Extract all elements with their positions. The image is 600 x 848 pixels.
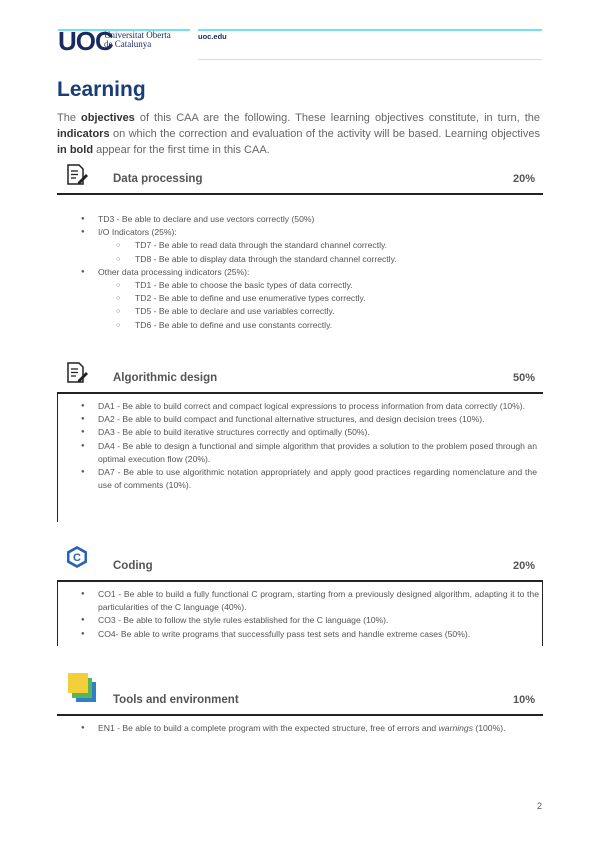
website-link[interactable]: uoc.edu xyxy=(198,32,227,41)
document-edit-icon xyxy=(66,164,88,191)
document-edit-icon xyxy=(66,362,88,389)
list-item-text: EN1 - Be able to build a complete program with the expected structure, free of errors and xyxy=(98,723,439,733)
section-side-border xyxy=(542,580,543,646)
list-item: ○ TD5 - Be able to declare and use variables correctly. xyxy=(57,305,543,318)
list-item: ○ TD1 - Be able to choose the basic types of data correctly. xyxy=(57,279,543,292)
section-rule xyxy=(57,714,543,716)
tools-environment-list xyxy=(57,722,539,735)
section-percent-tools-environment: 10% xyxy=(513,694,536,706)
list-item: ● CO3 - Be able to follow the style rules established for the C language (10%). xyxy=(57,614,539,627)
section-rule xyxy=(57,193,543,195)
section-percent-coding: 20% xyxy=(513,560,536,572)
list-item: ○ TD2 - Be able to define and use enumerative types correctly. xyxy=(57,292,543,305)
section-rule xyxy=(57,392,543,394)
section-title-algorithmic-design: Algorithmic design xyxy=(113,372,218,384)
section-rule xyxy=(57,580,543,582)
list-item: ● DA1 - Be able to build correct and compact logical expressions to process information from data correctly (10%). xyxy=(57,400,537,413)
list-item: ● CO4- Be able to write programs that successfully pass test sets and handle extreme cases (50%). xyxy=(57,628,539,641)
section-percent-data-processing: 20% xyxy=(513,173,536,185)
page-title: Learning xyxy=(57,78,146,101)
section-title-tools-environment: Tools and environment xyxy=(113,694,239,706)
intro-text: appear for the first time in this CAA. xyxy=(93,144,270,156)
header-rule-right xyxy=(198,29,542,31)
coding-list xyxy=(57,588,539,641)
list-item: ● DA7 - Be able to use algorithmic notation appropriately and apply good practices regarding nomenclature and the use of comments (10%). xyxy=(57,466,537,492)
header-rule-bottom xyxy=(198,59,542,60)
list-item: ○ TD8 - Be able to display data through the standard channel correctly. xyxy=(57,253,543,266)
intro-bold: indicators xyxy=(57,128,110,140)
list-item: ● Other data processing indicators (25%): xyxy=(57,266,543,279)
list-item-text: (100%). xyxy=(473,723,506,733)
list-item-italic: warnings xyxy=(438,723,473,733)
list-item: ● DA3 - Be able to build iterative structures correctly and optimally (50%). xyxy=(57,426,537,439)
uoc-logo: UOC xyxy=(58,26,113,56)
intro-text: The xyxy=(57,112,81,124)
intro-paragraph xyxy=(57,110,540,158)
university-name-line1: Universitat Oberta xyxy=(104,30,171,40)
university-name xyxy=(104,31,171,49)
page-number: 2 xyxy=(537,801,543,811)
list-item: ● TD3 - Be able to declare and use vectors correctly (50%) xyxy=(57,213,543,226)
svg-text:C: C xyxy=(73,552,81,564)
list-item: ● CO1 - Be able to build a fully functional C program, starting from a previously designed algorithm, adapting it to the particularities of the C language (40%). xyxy=(57,588,539,614)
stacked-squares-icon xyxy=(68,673,98,708)
c-language-icon xyxy=(66,545,88,574)
list-item: ● I/O Indicators (25%): xyxy=(57,226,543,239)
algorithmic-design-list xyxy=(57,400,537,492)
intro-bold: objectives xyxy=(81,112,135,124)
list-item: ● DA4 - Be able to design a functional and simple algorithm that provides a solution to the problem posed through an optimal execution flow (20%). xyxy=(57,440,537,466)
section-percent-algorithmic-design: 50% xyxy=(513,372,536,384)
university-name-line2: de Catalunya xyxy=(104,39,152,49)
list-item xyxy=(57,722,539,735)
intro-text: on which the correction and evaluation of the activity will be based. Learning objectives xyxy=(109,128,540,140)
list-item: ○ TD7 - Be able to read data through the standard channel correctly. xyxy=(57,239,543,252)
list-item: ○ TD6 - Be able to define and use constants correctly. xyxy=(57,319,543,332)
section-title-coding: Coding xyxy=(113,560,153,572)
data-processing-list xyxy=(57,213,543,332)
intro-bold: in bold xyxy=(57,144,94,156)
intro-text: of this CAA are the following. These learning objectives constitute, in turn, the xyxy=(134,112,541,124)
list-item: ● DA2 - Be able to build compact and functional alternative structures, and design decision trees (10%). xyxy=(57,413,537,426)
section-title-data-processing: Data processing xyxy=(113,173,203,185)
